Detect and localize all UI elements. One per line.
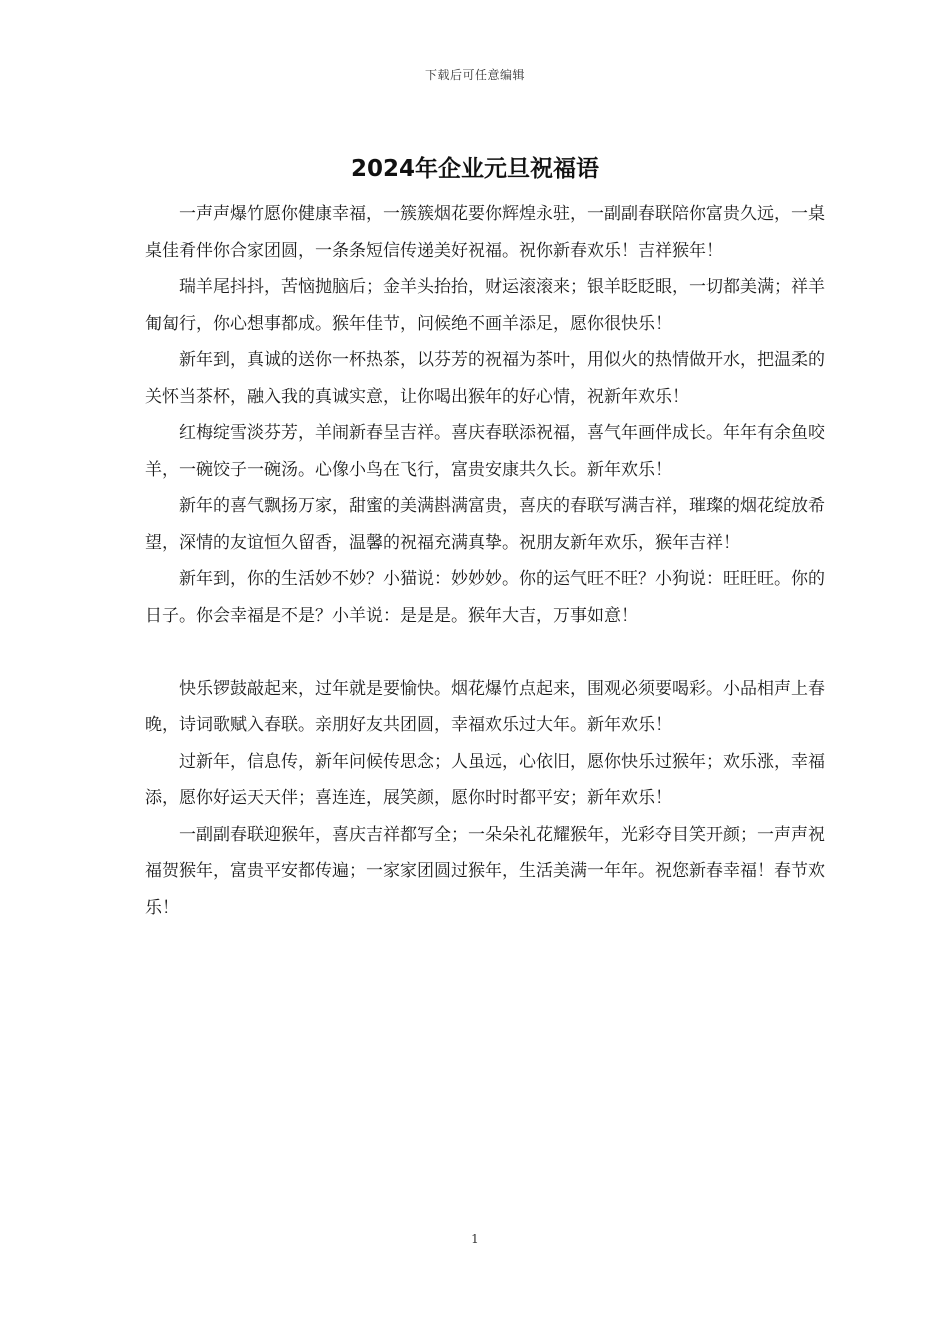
paragraph: 过新年，信息传，新年问候传思念；人虽远，心依旧，愿你快乐过猴年；欢乐涨，幸福添，愿你好运天天伴；喜连连，展笑颜，愿你时时都平安；新年欢乐！	[145, 751, 825, 808]
paragraph-spacer	[145, 634, 825, 671]
page-number: 1	[471, 1232, 479, 1246]
header-note: 下载后可任意编辑	[424, 68, 525, 82]
paragraph: 一声声爆竹愿你健康幸福，一簇簇烟花要你辉煌永驻，一副副春联陪你富贵久远，一桌桌佳肴伴你合家团圆，一条条短信传递美好祝福。祝你新春欢乐！吉祥猴年！	[145, 204, 825, 261]
paragraph: 一副副春联迎猴年，喜庆吉祥都写全；一朵朵礼花耀猴年，光彩夺目笑开颜；一声声祝福贺猴年，富贵平安都传遍；一家家团圆过猴年，生活美满一年年。祝您新春幸福！春节欢乐！	[145, 824, 825, 918]
document-title: 2024年企业元旦祝福语	[350, 156, 599, 182]
paragraph: 新年到，你的生活妙不妙？小猫说：妙妙妙。你的运气旺不旺？小狗说：旺旺旺。你的日子。你会幸福是不是？小羊说：是是是。猴年大吉，万事如意！	[145, 569, 825, 626]
document-body	[145, 196, 825, 926]
paragraph: 快乐锣鼓敲起来，过年就是要愉快。烟花爆竹点起来，围观必须要喝彩。小品相声上春晚，诗词歌赋入春联。亲朋好友共团圆，幸福欢乐过大年。新年欢乐！	[145, 678, 825, 735]
paragraph: 红梅绽雪淡芬芳，羊闹新春呈吉祥。喜庆春联添祝福，喜气年画伴成长。年年有余鱼咬羊，一碗饺子一碗汤。心像小鸟在飞行，富贵安康共久长。新年欢乐！	[145, 423, 825, 480]
paragraph: 新年的喜气飘扬万家，甜蜜的美满斟满富贵，喜庆的春联写满吉祥，璀璨的烟花绽放希望，深情的友谊恒久留香，温馨的祝福充满真挚。祝朋友新年欢乐，猴年吉祥！	[145, 496, 825, 553]
paragraph: 新年到，真诚的送你一杯热茶，以芬芳的祝福为茶叶，用似火的热情做开水，把温柔的关怀当茶杯，融入我的真诚实意，让你喝出猴年的好心情，祝新年欢乐！	[145, 350, 825, 407]
paragraph: 瑞羊尾抖抖，苦恼抛脑后；金羊头抬抬，财运滚滚来；银羊眨眨眼，一切都美满；祥羊匍匐行，你心想事都成。猴年佳节，问候绝不画羊添足，愿你很快乐！	[145, 277, 825, 334]
